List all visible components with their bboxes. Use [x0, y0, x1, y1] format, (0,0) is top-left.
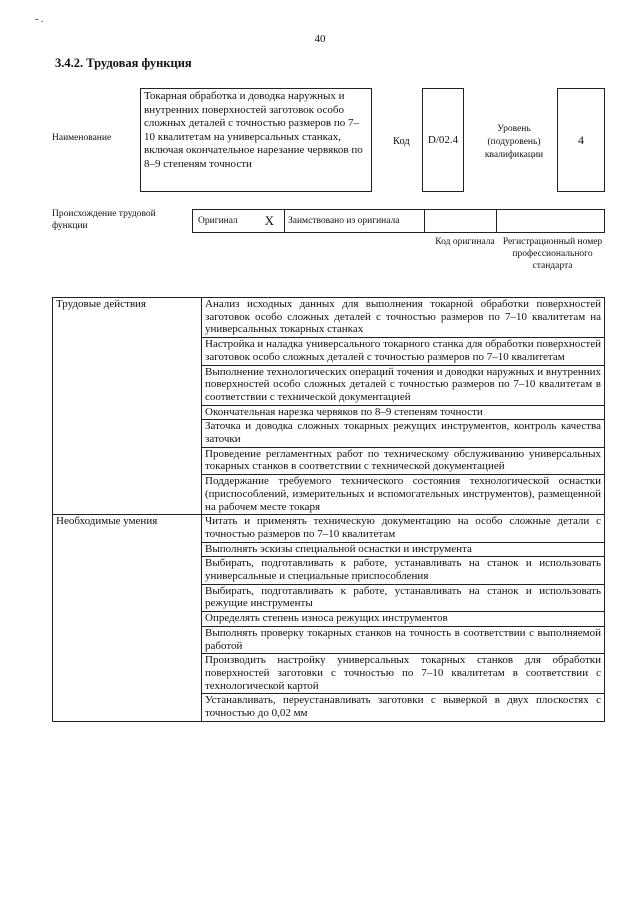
section-item: Выполнять эскизы специальной оснастки и инструмента	[202, 542, 605, 557]
section-item: Выполнение технологических операций точения и доводки наружных и внутренних поверхностей особо сложных деталей с точностью размеров по 7–10 квалитетам в соответствии с технической документацией	[202, 365, 605, 405]
function-details-table	[52, 297, 605, 722]
reg-number-label: Регистрационный номер профессионального стандарта	[502, 237, 603, 271]
section-item: Устанавливать, переустанавливать заготовки с выверкой в двух плоскостях с точностью до 0,02 мм	[202, 694, 605, 721]
original-label: Оригинал	[198, 216, 238, 226]
name-label: Наименование	[52, 133, 112, 143]
section-category: Необходимые умения	[53, 515, 202, 722]
section-item: Заточка и доводка сложных токарных режущих инструментов, контроль качества заточки	[202, 420, 605, 447]
section-title: 3.4.2. Трудовая функция	[55, 56, 192, 70]
section-item: Анализ исходных данных для выполнения токарной обработки поверхностей заготовок особо сложных деталей с точностью размеров по 7–10 квалитетам на универсальных токарных станках	[202, 298, 605, 338]
section-item: Поддержание требуемого технического состояния технологической оснастки (приспособлений, измерительных и вспомогательных инструментов), размещенной на рабочем месте токаря	[202, 475, 605, 515]
section-item: Читать и применять техническую документацию на особо сложные детали с точностью размеров по 7–10 квалитетам	[202, 515, 605, 542]
table-row	[53, 298, 605, 338]
section-item: Выбирать, подготавливать к работе, устанавливать на станок и использовать режущие инструменты	[202, 584, 605, 611]
page-number: 40	[314, 33, 326, 45]
section-item: Проведение регламентных работ по техническому обслуживанию универсальных токарных станков в соответствии с технической документацией	[202, 447, 605, 474]
qualification-level-label: Уровень (подуровень) квалификации	[484, 124, 544, 160]
borrowed-label: Заимствовано из оригинала	[288, 216, 400, 226]
origin-borrowed-cell	[285, 210, 425, 232]
code-original-label: Код оригинала	[435, 237, 495, 247]
function-code-box: D/02.4	[422, 88, 464, 192]
section-item: Выбирать, подготавливать к работе, устанавливать на станок и использовать универсальные и специальные приспособления	[202, 557, 605, 584]
origin-reg-number-cell	[497, 210, 604, 232]
table-row	[53, 515, 605, 542]
section-category: Трудовые действия	[53, 298, 202, 515]
origin-original-cell	[193, 210, 285, 232]
section-item: Настройка и наладка универсального токарного станка для обработки поверхностей заготовок особо сложных деталей с точностью размеров по 7–10 квалитетам	[202, 338, 605, 365]
origin-label: Происхождение трудовой функции	[52, 209, 156, 231]
origin-code-cell	[425, 210, 497, 232]
original-mark: X	[264, 213, 274, 228]
origin-row	[192, 209, 605, 233]
qualification-level-box: 4	[557, 88, 605, 192]
code-label: Код	[393, 136, 410, 147]
scan-mark: - .	[35, 14, 44, 25]
section-item: Окончательная нарезка червяков по 8–9 степеням точности	[202, 405, 605, 420]
section-item: Производить настройку универсальных токарных станков для обработки поверхностей заготовки с точностью по 7–10 квалитетам в соответствии с технологической картой	[202, 654, 605, 694]
section-item: Выполнять проверку токарных станков на точность в соответствии с выполняемой работой	[202, 626, 605, 653]
section-item: Определять степень износа режущих инструментов	[202, 612, 605, 627]
function-name-box: Токарная обработка и доводка наружных и внутренних поверхностей заготовок особо сложных деталей с точностью размеров по 7–10 квалитетам на универсальных станках, включая окончательное нарезание червяков по 8–9 степеням точности	[140, 88, 372, 192]
